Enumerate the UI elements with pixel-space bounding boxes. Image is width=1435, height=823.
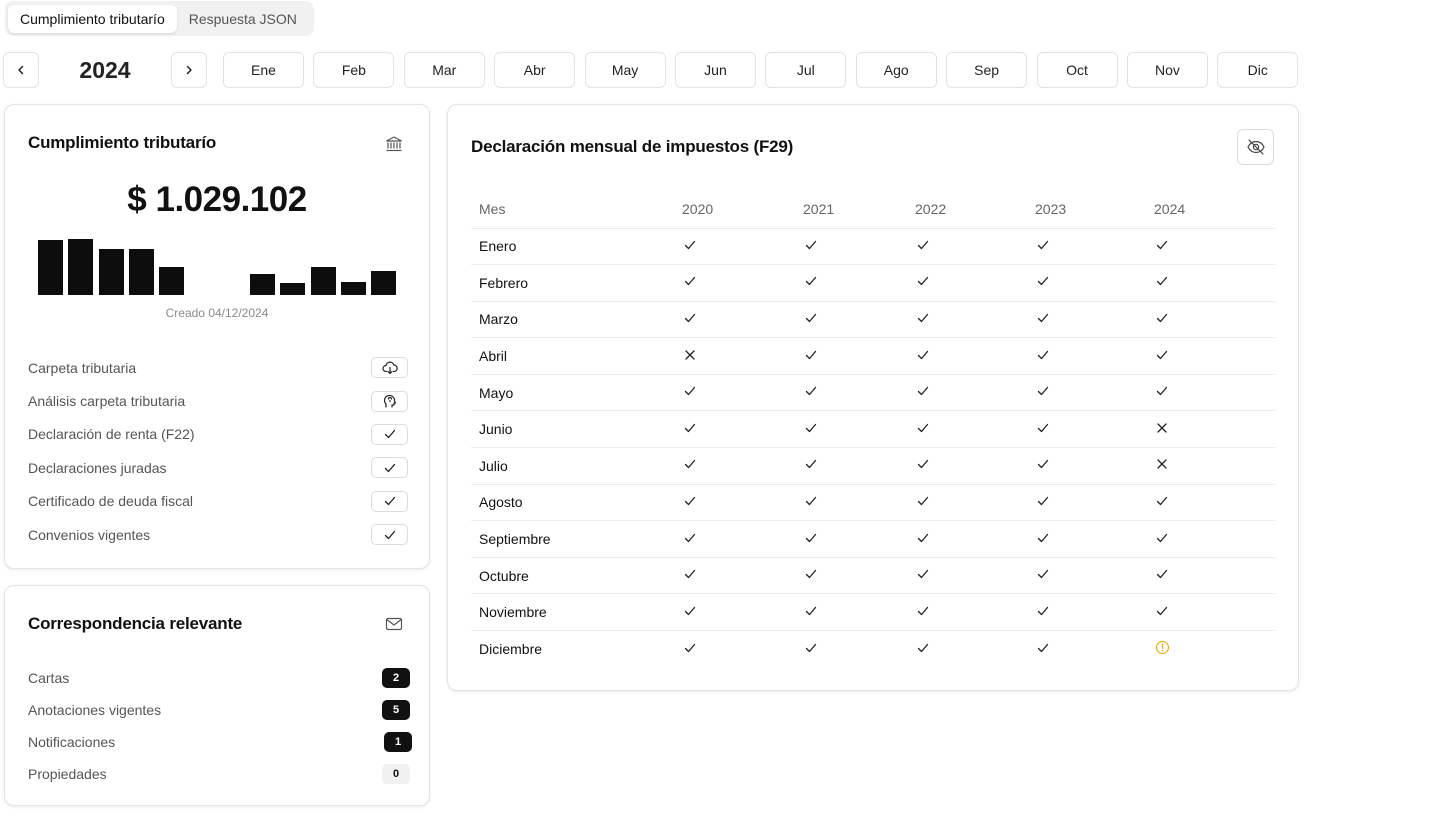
status-cell	[682, 484, 803, 521]
status-cell	[1035, 374, 1154, 411]
status-cell	[682, 411, 803, 448]
month-cell: Julio	[471, 448, 682, 485]
check-icon	[1035, 421, 1051, 435]
check-icon	[682, 457, 698, 471]
year-label: 2024	[79, 56, 131, 83]
status-cell	[1035, 448, 1154, 485]
item-label: Declaraciones juradas	[28, 459, 167, 476]
status-cell	[803, 265, 915, 302]
status-cell	[1035, 631, 1154, 668]
item-label: Convenios vigentes	[28, 526, 151, 543]
check-icon	[1154, 238, 1170, 252]
status-cell	[1035, 338, 1154, 375]
spark-bar	[99, 249, 124, 295]
count-badge[interactable]: 1	[384, 732, 412, 752]
chevron-right-icon	[183, 64, 195, 76]
check-icon	[682, 274, 698, 288]
view-tabs	[5, 1, 314, 36]
list-item	[28, 384, 408, 417]
month-button-oct[interactable]: Oct	[1037, 52, 1118, 88]
check-icon	[682, 604, 698, 618]
chevron-left-icon	[15, 64, 27, 76]
check-icon	[682, 421, 698, 435]
count-badge[interactable]: 2	[382, 668, 410, 688]
table-row	[471, 374, 1275, 411]
check-icon	[915, 274, 931, 288]
check-icon	[1035, 494, 1051, 508]
spark-bar	[371, 271, 396, 295]
status-cell	[1154, 338, 1275, 375]
month-cell: Octubre	[471, 557, 682, 594]
table-row	[471, 448, 1275, 485]
status-cell	[682, 557, 803, 594]
column-header: 2020	[682, 190, 803, 228]
check-icon	[803, 567, 819, 581]
list-item	[28, 451, 408, 484]
table-row	[471, 228, 1275, 265]
status-cell	[1154, 484, 1275, 521]
status-cell	[1154, 301, 1275, 338]
status-cell	[915, 301, 1035, 338]
check-icon	[1154, 311, 1170, 325]
check-icon	[915, 567, 931, 581]
list-item	[28, 662, 412, 694]
check-icon	[682, 531, 698, 545]
check-icon	[915, 348, 931, 362]
warning-icon	[1154, 640, 1170, 655]
correspondence-card	[4, 585, 430, 806]
check-icon	[803, 238, 819, 252]
status-cell	[1035, 301, 1154, 338]
check-icon	[682, 494, 698, 508]
check-icon	[1154, 348, 1170, 362]
status-cell	[1154, 228, 1275, 265]
table-row	[471, 411, 1275, 448]
compliance-card	[4, 104, 430, 569]
check-icon	[1035, 531, 1051, 545]
table-row	[471, 631, 1275, 668]
month-cell: Marzo	[471, 301, 682, 338]
status-cell	[803, 448, 915, 485]
check-icon	[383, 461, 397, 475]
check-icon	[803, 641, 819, 655]
check-icon	[915, 494, 931, 508]
item-label: Cartas	[28, 670, 70, 686]
status-cell	[803, 594, 915, 631]
check-icon	[1035, 604, 1051, 618]
status-cell	[803, 338, 915, 375]
cloud-download-icon	[382, 361, 398, 375]
check-icon	[915, 604, 931, 618]
table-row	[471, 557, 1275, 594]
status-cell	[1154, 557, 1275, 594]
item-label: Notificaciones	[28, 734, 116, 750]
list-item	[28, 418, 408, 451]
ai-analysis-button[interactable]	[371, 391, 408, 412]
spark-bar	[280, 283, 305, 295]
status-cell	[915, 484, 1035, 521]
status-cell	[803, 631, 915, 668]
status-cell	[1035, 557, 1154, 594]
month-cell: Enero	[471, 228, 682, 265]
list-item	[28, 694, 412, 726]
check-icon	[1035, 641, 1051, 655]
status-cell	[915, 594, 1035, 631]
month-button-nov[interactable]: Nov	[1127, 52, 1208, 88]
check-icon	[915, 384, 931, 398]
status-cell	[803, 411, 915, 448]
status-check-button[interactable]	[371, 524, 408, 545]
list-item	[28, 518, 408, 551]
check-icon	[915, 421, 931, 435]
item-label: Anotaciones vigentes	[28, 702, 162, 718]
status-cell	[1035, 265, 1154, 302]
f29-table	[471, 190, 1275, 667]
month-cell: Agosto	[471, 484, 682, 521]
spark-bar	[311, 267, 336, 295]
status-cell	[915, 228, 1035, 265]
mail-icon	[383, 613, 405, 635]
status-cell	[803, 557, 915, 594]
check-icon	[803, 457, 819, 471]
status-cell	[682, 228, 803, 265]
check-icon	[1035, 238, 1051, 252]
table-row	[471, 484, 1275, 521]
status-check-button[interactable]	[371, 491, 408, 512]
table-header-row	[471, 190, 1275, 228]
status-cell	[682, 338, 803, 375]
x-icon	[1154, 457, 1170, 471]
table-row	[471, 338, 1275, 375]
month-button-may[interactable]: May	[585, 52, 666, 88]
status-cell	[1154, 265, 1275, 302]
created-date: Creado 04/12/2024	[165, 306, 269, 320]
check-icon	[383, 528, 397, 542]
check-icon	[803, 348, 819, 362]
month-cell: Mayo	[471, 374, 682, 411]
check-icon	[803, 384, 819, 398]
status-cell	[1154, 448, 1275, 485]
check-icon	[803, 494, 819, 508]
status-cell	[803, 521, 915, 558]
x-icon	[682, 348, 698, 362]
spark-bar	[159, 267, 184, 295]
month-cell: Noviembre	[471, 594, 682, 631]
check-icon	[915, 238, 931, 252]
column-header: 2021	[803, 190, 915, 228]
next-year-button[interactable]	[171, 52, 207, 88]
table-row	[471, 521, 1275, 558]
spark-bar	[38, 240, 63, 295]
check-icon	[682, 567, 698, 581]
check-icon	[682, 311, 698, 325]
check-icon	[1154, 531, 1170, 545]
check-icon	[1154, 567, 1170, 581]
table-row	[471, 265, 1275, 302]
check-icon	[803, 604, 819, 618]
count-badge[interactable]: 5	[382, 700, 410, 720]
check-icon	[1035, 348, 1051, 362]
check-icon	[682, 384, 698, 398]
check-icon	[803, 274, 819, 288]
status-cell	[915, 448, 1035, 485]
bank-icon	[383, 133, 405, 155]
month-button-feb[interactable]: Feb	[313, 52, 394, 88]
column-header: 2023	[1035, 190, 1154, 228]
list-item	[28, 726, 412, 758]
compliance-amount: $ 1.029.102	[127, 180, 307, 219]
status-cell	[803, 228, 915, 265]
x-icon	[1154, 421, 1170, 435]
column-header: Mes	[471, 190, 682, 228]
status-cell	[915, 557, 1035, 594]
status-cell	[1035, 411, 1154, 448]
status-cell	[1154, 374, 1275, 411]
check-icon	[915, 457, 931, 471]
month-selector	[223, 52, 1298, 88]
status-cell	[915, 338, 1035, 375]
compliance-items	[28, 351, 408, 551]
status-cell	[915, 374, 1035, 411]
status-check-button[interactable]	[371, 424, 408, 445]
status-cell	[1035, 594, 1154, 631]
month-cell: Febrero	[471, 265, 682, 302]
spark-bar	[341, 282, 366, 295]
month-button-mar[interactable]: Mar	[404, 52, 485, 88]
check-icon	[383, 427, 397, 441]
status-cell	[915, 411, 1035, 448]
list-item	[28, 758, 412, 790]
status-cell	[915, 521, 1035, 558]
status-cell	[682, 301, 803, 338]
status-cell	[682, 265, 803, 302]
status-cell	[682, 631, 803, 668]
check-icon	[803, 311, 819, 325]
ai-head-icon	[382, 393, 398, 409]
column-header: 2022	[915, 190, 1035, 228]
tab-respuesta-json[interactable]: Respuesta JSON	[188, 10, 297, 27]
status-cell	[803, 484, 915, 521]
month-button-jun[interactable]: Jun	[675, 52, 756, 88]
item-label: Carpeta tributaria	[28, 359, 137, 376]
compliance-title: Cumplimiento tributarío	[28, 133, 217, 152]
compliance-sparkline	[38, 235, 398, 295]
status-cell	[1154, 594, 1275, 631]
check-icon	[915, 311, 931, 325]
eye-off-icon	[1246, 138, 1266, 156]
status-cell	[915, 631, 1035, 668]
check-icon	[803, 421, 819, 435]
check-icon	[915, 531, 931, 545]
status-cell	[682, 448, 803, 485]
spark-bar	[250, 274, 275, 295]
prev-year-button[interactable]	[3, 52, 39, 88]
month-button-jul[interactable]: Jul	[765, 52, 846, 88]
item-label: Análisis carpeta tributaria	[28, 393, 186, 410]
check-icon	[1154, 494, 1170, 508]
month-cell: Diciembre	[479, 641, 543, 658]
f29-title: Declaración mensual de impuestos (F29)	[471, 137, 794, 156]
month-button-ago[interactable]: Ago	[856, 52, 937, 88]
status-check-button[interactable]	[371, 457, 408, 478]
list-item	[28, 351, 408, 384]
month-button-dic[interactable]: Dic	[1217, 52, 1298, 88]
status-cell	[1154, 521, 1275, 558]
month-cell: Abril	[471, 338, 682, 375]
correspondence-items	[28, 662, 412, 790]
check-icon	[1035, 384, 1051, 398]
check-icon	[915, 641, 931, 655]
column-header: 2024	[1154, 190, 1275, 228]
item-label: Declaración de renta (F22)	[28, 426, 195, 443]
month-cell: Septiembre	[471, 521, 682, 558]
status-cell	[1035, 521, 1154, 558]
spark-bar	[129, 249, 154, 295]
list-item	[28, 485, 408, 518]
check-icon	[1035, 567, 1051, 581]
item-label: Propiedades	[28, 766, 107, 782]
count-badge[interactable]: 0	[382, 764, 410, 784]
check-icon	[1035, 274, 1051, 288]
check-icon	[803, 531, 819, 545]
check-icon	[682, 238, 698, 252]
download-button[interactable]	[371, 357, 408, 378]
check-icon	[1154, 384, 1170, 398]
check-icon	[1035, 457, 1051, 471]
status-cell	[1035, 484, 1154, 521]
month-button-abr[interactable]: Abr	[494, 52, 575, 88]
toggle-visibility-button[interactable]	[1237, 129, 1274, 165]
table-row	[471, 301, 1275, 338]
status-cell	[1035, 228, 1154, 265]
status-cell	[915, 265, 1035, 302]
month-button-sep[interactable]: Sep	[946, 52, 1027, 88]
status-cell	[682, 521, 803, 558]
status-cell	[803, 374, 915, 411]
check-icon	[1154, 274, 1170, 288]
check-icon	[1154, 604, 1170, 618]
table-row	[471, 594, 1275, 631]
item-label: Certificado de deuda fiscal	[28, 493, 193, 510]
spark-bar	[68, 239, 93, 295]
check-icon	[682, 641, 698, 655]
status-cell	[682, 594, 803, 631]
month-button-ene[interactable]: Ene	[223, 52, 304, 88]
status-cell	[1154, 411, 1275, 448]
status-cell	[1154, 631, 1275, 668]
status-cell	[682, 374, 803, 411]
tab-cumplimiento[interactable]: Cumplimiento tributarío	[8, 5, 177, 33]
check-icon	[1035, 311, 1051, 325]
status-cell	[803, 301, 915, 338]
correspondence-title: Correspondencia relevante	[28, 614, 243, 633]
month-cell: Junio	[471, 411, 682, 448]
f29-card	[447, 104, 1299, 691]
check-icon	[383, 494, 397, 508]
